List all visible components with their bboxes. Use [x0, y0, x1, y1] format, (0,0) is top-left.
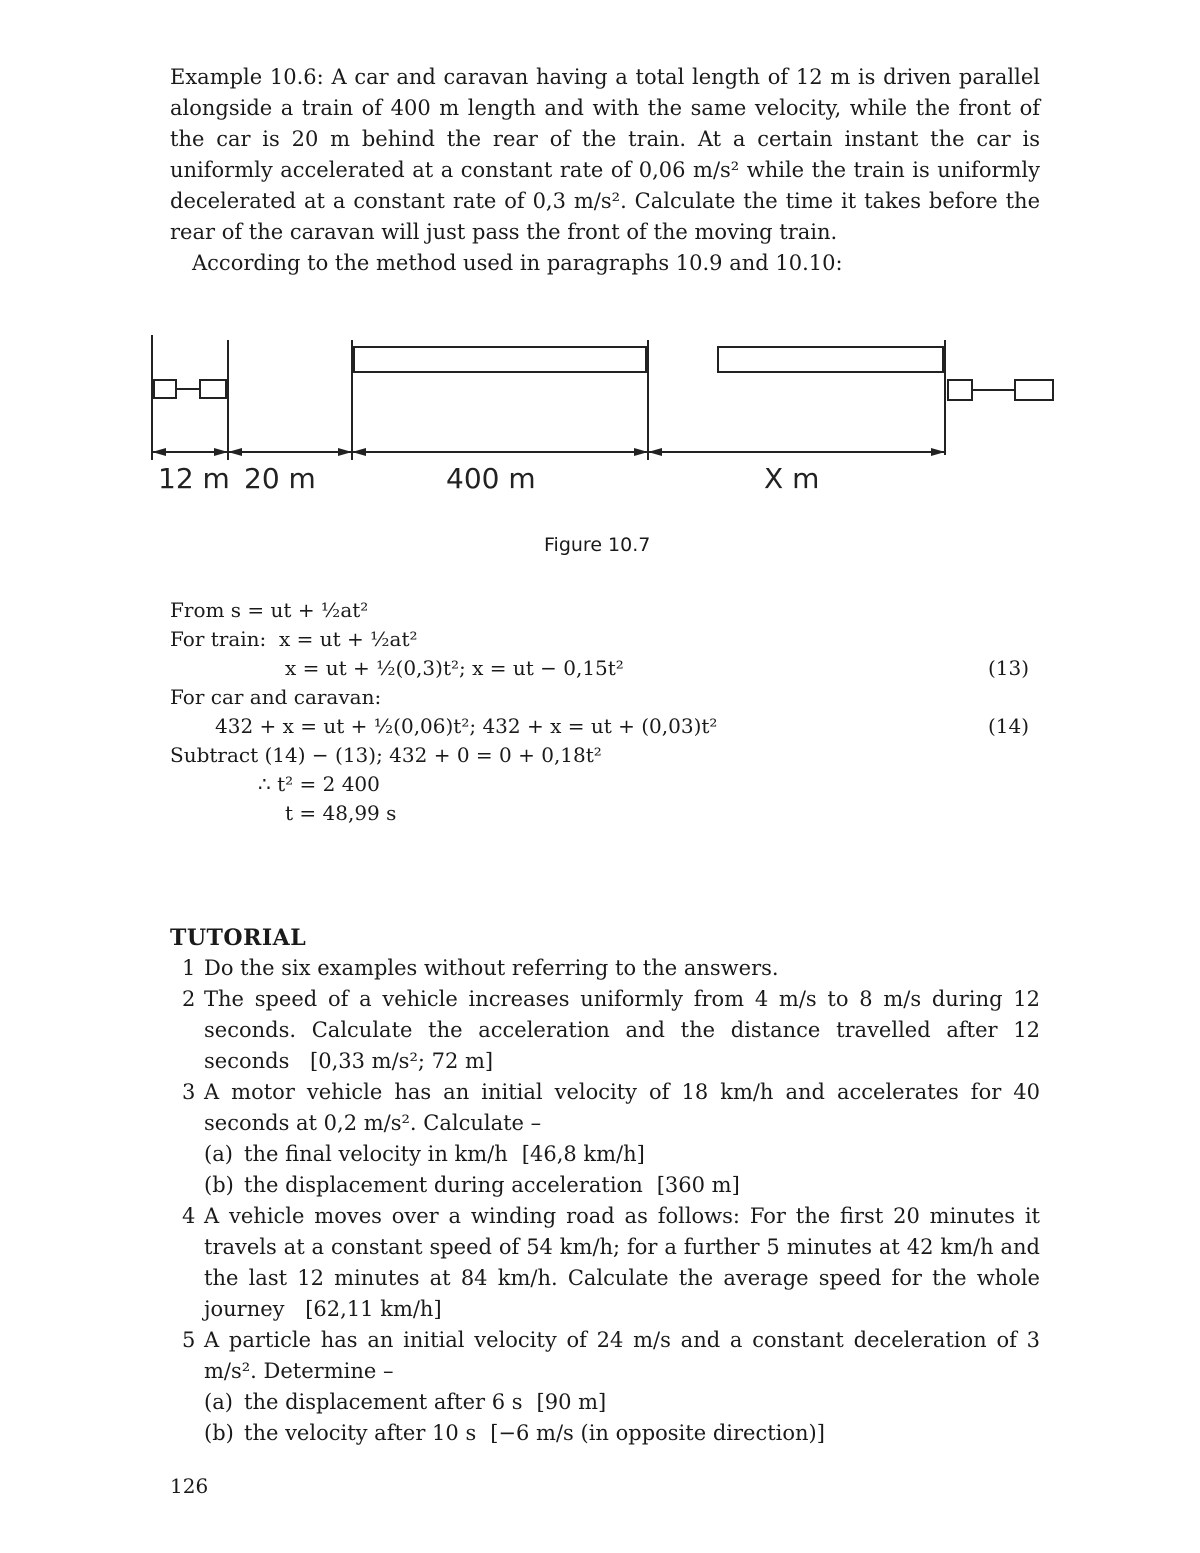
example-block [170, 62, 1040, 279]
question-number: 5 [182, 1328, 196, 1352]
question-text: A motor vehicle has an initial velocity of 18 km/h and accelerates for 40 seconds at 0,2 m/s². Calculate – [204, 1080, 1040, 1135]
sub-question [170, 1387, 1040, 1418]
question-number: 4 [182, 1204, 196, 1228]
example-paragraph: Example 10.6: A car and caravan having a total length of 12 m is driven parallel alongside a train of 400 m length and with the same velocity, while the front of the car is 20 m behind the rear of the train. At a certain instant the car is uniformly accelerated at a constant rate of 0,06 m/s² while the train is uniformly decelerated at a constant rate of 0,3 m/s². Calculate the time it takes before the rear of the caravan will just pass the front of the moving train. [170, 65, 1040, 244]
sub-question [170, 1418, 1040, 1449]
figure-caption: Figure 10.7 [544, 534, 651, 556]
sub-label: (b) [204, 1421, 234, 1445]
tutorial-question [170, 1325, 1040, 1387]
method-line: According to the method used in paragraphs 10.9 and 10.10: [192, 251, 843, 275]
page-number: 126 [170, 1474, 209, 1498]
equation-number: (13) [988, 656, 1030, 680]
extra-distance-label: X m [764, 462, 820, 495]
sub-text: the displacement after 6 s [244, 1390, 523, 1414]
sub-answer: [360 m] [656, 1173, 740, 1197]
caravan-moved-shape [948, 380, 972, 400]
car-moved-shape [1015, 380, 1053, 400]
gap-label: 20 m [244, 462, 316, 495]
sub-text: the displacement during acceleration [244, 1173, 643, 1197]
question-text: Do the six examples without referring to the answers. [204, 956, 779, 980]
car-shape [200, 380, 226, 398]
train-moved-shape [718, 347, 943, 372]
solution-line: ∴ t² = 2 400 [258, 772, 380, 796]
question-number: 2 [182, 987, 196, 1011]
question-text: A vehicle moves over a winding road as follows: For the first 20 minutes it travels at a constant speed of 54 km/h; for a further 5 minutes at 42 km/h and the last 12 minutes at 84 km/h. Calculate the average speed for the whole journey [204, 1204, 1040, 1321]
car-length-label: 12 m [158, 462, 230, 495]
sub-question [170, 1170, 1040, 1201]
sub-label: (a) [204, 1142, 233, 1166]
question-answer: [0,33 m/s²; 72 m] [310, 1049, 494, 1073]
sub-text: the final velocity in km/h [244, 1142, 508, 1166]
tutorial-section [170, 925, 1040, 1449]
sub-answer: [−6 m/s (in opposite direction)] [490, 1421, 825, 1445]
train-shape [354, 347, 646, 372]
sub-answer: [46,8 km/h] [521, 1142, 645, 1166]
equation-number: (14) [988, 714, 1030, 738]
tutorial-question [170, 1201, 1040, 1325]
train-length-label: 400 m [446, 462, 536, 495]
solution-line: For train: x = ut + ½at² [170, 627, 418, 651]
solution-line: From s = ut + ½at² [170, 598, 369, 622]
tutorial-question [170, 1077, 1040, 1139]
figure-10-7 [140, 325, 1060, 525]
tutorial-question [170, 953, 1040, 984]
sub-text: the velocity after 10 s [244, 1421, 477, 1445]
tutorial-title: TUTORIAL [170, 925, 307, 951]
sub-question [170, 1139, 1040, 1170]
solution-line: For car and caravan: [170, 685, 382, 709]
sub-label: (a) [204, 1390, 233, 1414]
question-answer: [62,11 km/h] [305, 1297, 442, 1321]
sub-label: (b) [204, 1173, 234, 1197]
question-number: 1 [182, 956, 196, 980]
tutorial-question [170, 984, 1040, 1077]
solution-line: Subtract (14) − (13); 432 + 0 = 0 + 0,18t² [170, 743, 602, 767]
solution-line: x = ut + ½(0,3)t²; x = ut − 0,15t² [285, 656, 624, 680]
solution-line: t = 48,99 s [285, 801, 397, 825]
caravan-shape [154, 380, 176, 398]
question-text: The speed of a vehicle increases uniformly from 4 m/s to 8 m/s during 12 seconds. Calculate the acceleration and the distance travelled after 12 seconds [204, 987, 1040, 1073]
question-number: 3 [182, 1080, 196, 1104]
question-text: A particle has an initial velocity of 24 m/s and a constant deceleration of 3 m/s². Determine – [204, 1328, 1040, 1383]
sub-answer: [90 m] [536, 1390, 607, 1414]
solution-line: 432 + x = ut + ½(0,06)t²; 432 + x = ut + (0,03)t² [215, 714, 718, 738]
